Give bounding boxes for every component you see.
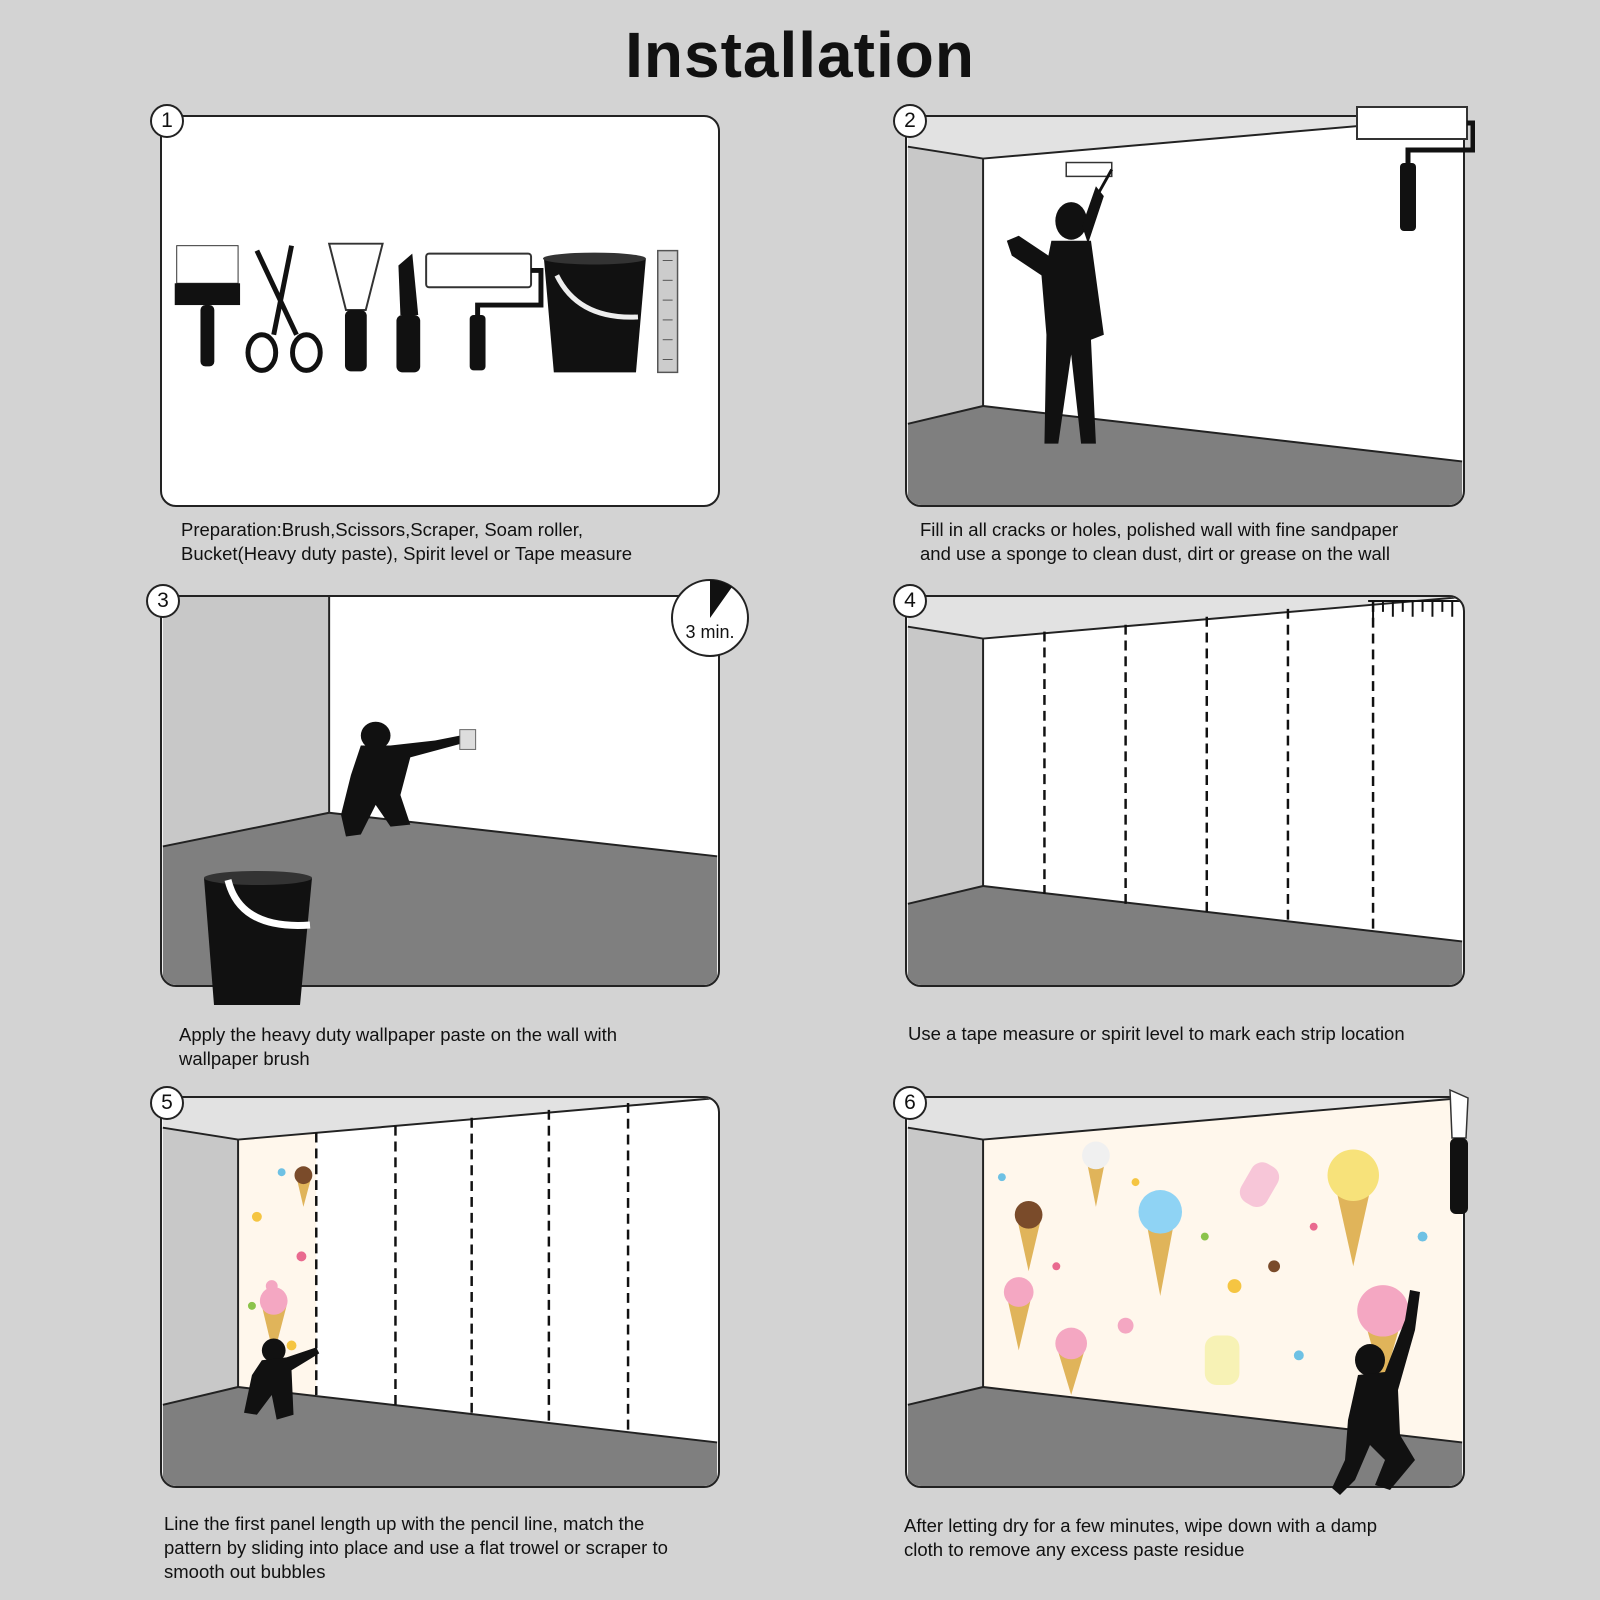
pencil-lines: [1044, 602, 1373, 932]
brush-icon: [460, 730, 476, 750]
scraper-icon: [329, 244, 382, 372]
person-silhouette: [1330, 1260, 1440, 1510]
tools-illustration: [162, 117, 718, 505]
step-3-caption: Apply the heavy duty wallpaper paste on the wall with wallpaper brush: [179, 1024, 618, 1069]
step-6-number: 6: [893, 1086, 927, 1120]
brush-icon: [175, 246, 240, 367]
scissors-icon: [248, 246, 320, 371]
scraper-icon: [1444, 1088, 1474, 1218]
pencil-lines: [316, 1103, 628, 1433]
bucket-icon: [543, 253, 646, 373]
step-4-caption: Use a tape measure or spirit level to mark each strip location: [908, 1023, 1405, 1044]
step-3-number: 3: [146, 584, 180, 618]
step-1-panel: [160, 115, 720, 507]
step-1-caption: Preparation:Brush,Scissors,Scraper, Soam roller, Bucket(Heavy duty paste), Spirit level or Tape measure: [181, 519, 633, 564]
tape-measure-icon: [1368, 601, 1462, 622]
step-4-number: 4: [893, 584, 927, 618]
step-5-number: 5: [150, 1086, 184, 1120]
step-2-number: 2: [893, 104, 927, 138]
timer-label: 3 min.: [685, 622, 735, 642]
knife-icon: [396, 254, 420, 373]
person-silhouette: [341, 722, 462, 837]
step-2-caption: Fill in all cracks or holes, polished wall with fine sandpaper and use a sponge to clean dust, dirt or grease on the wall: [920, 519, 1399, 564]
timer-icon: [670, 578, 750, 658]
room-illustration: [907, 597, 1463, 985]
big-roller-icon: [1355, 105, 1475, 235]
roller-icon: [1066, 163, 1112, 195]
step-4-panel: [905, 595, 1465, 987]
person-silhouette: [1007, 186, 1104, 443]
bucket-icon: [200, 870, 320, 1010]
roller-icon: [426, 254, 541, 371]
step-1-number: 1: [150, 104, 184, 138]
level-icon: [658, 251, 678, 373]
step-6-caption: After letting dry for a few minutes, wipe down with a damp cloth to remove any excess paste residue: [904, 1515, 1377, 1560]
page-title: Installation: [625, 19, 975, 91]
step-5-caption: Line the first panel length up with the pencil line, match the pattern by sliding into place and use a flat trowel or scraper to smooth out bubbles: [164, 1513, 668, 1582]
room-illustration: [162, 1098, 718, 1486]
step-5-panel: [160, 1096, 720, 1488]
